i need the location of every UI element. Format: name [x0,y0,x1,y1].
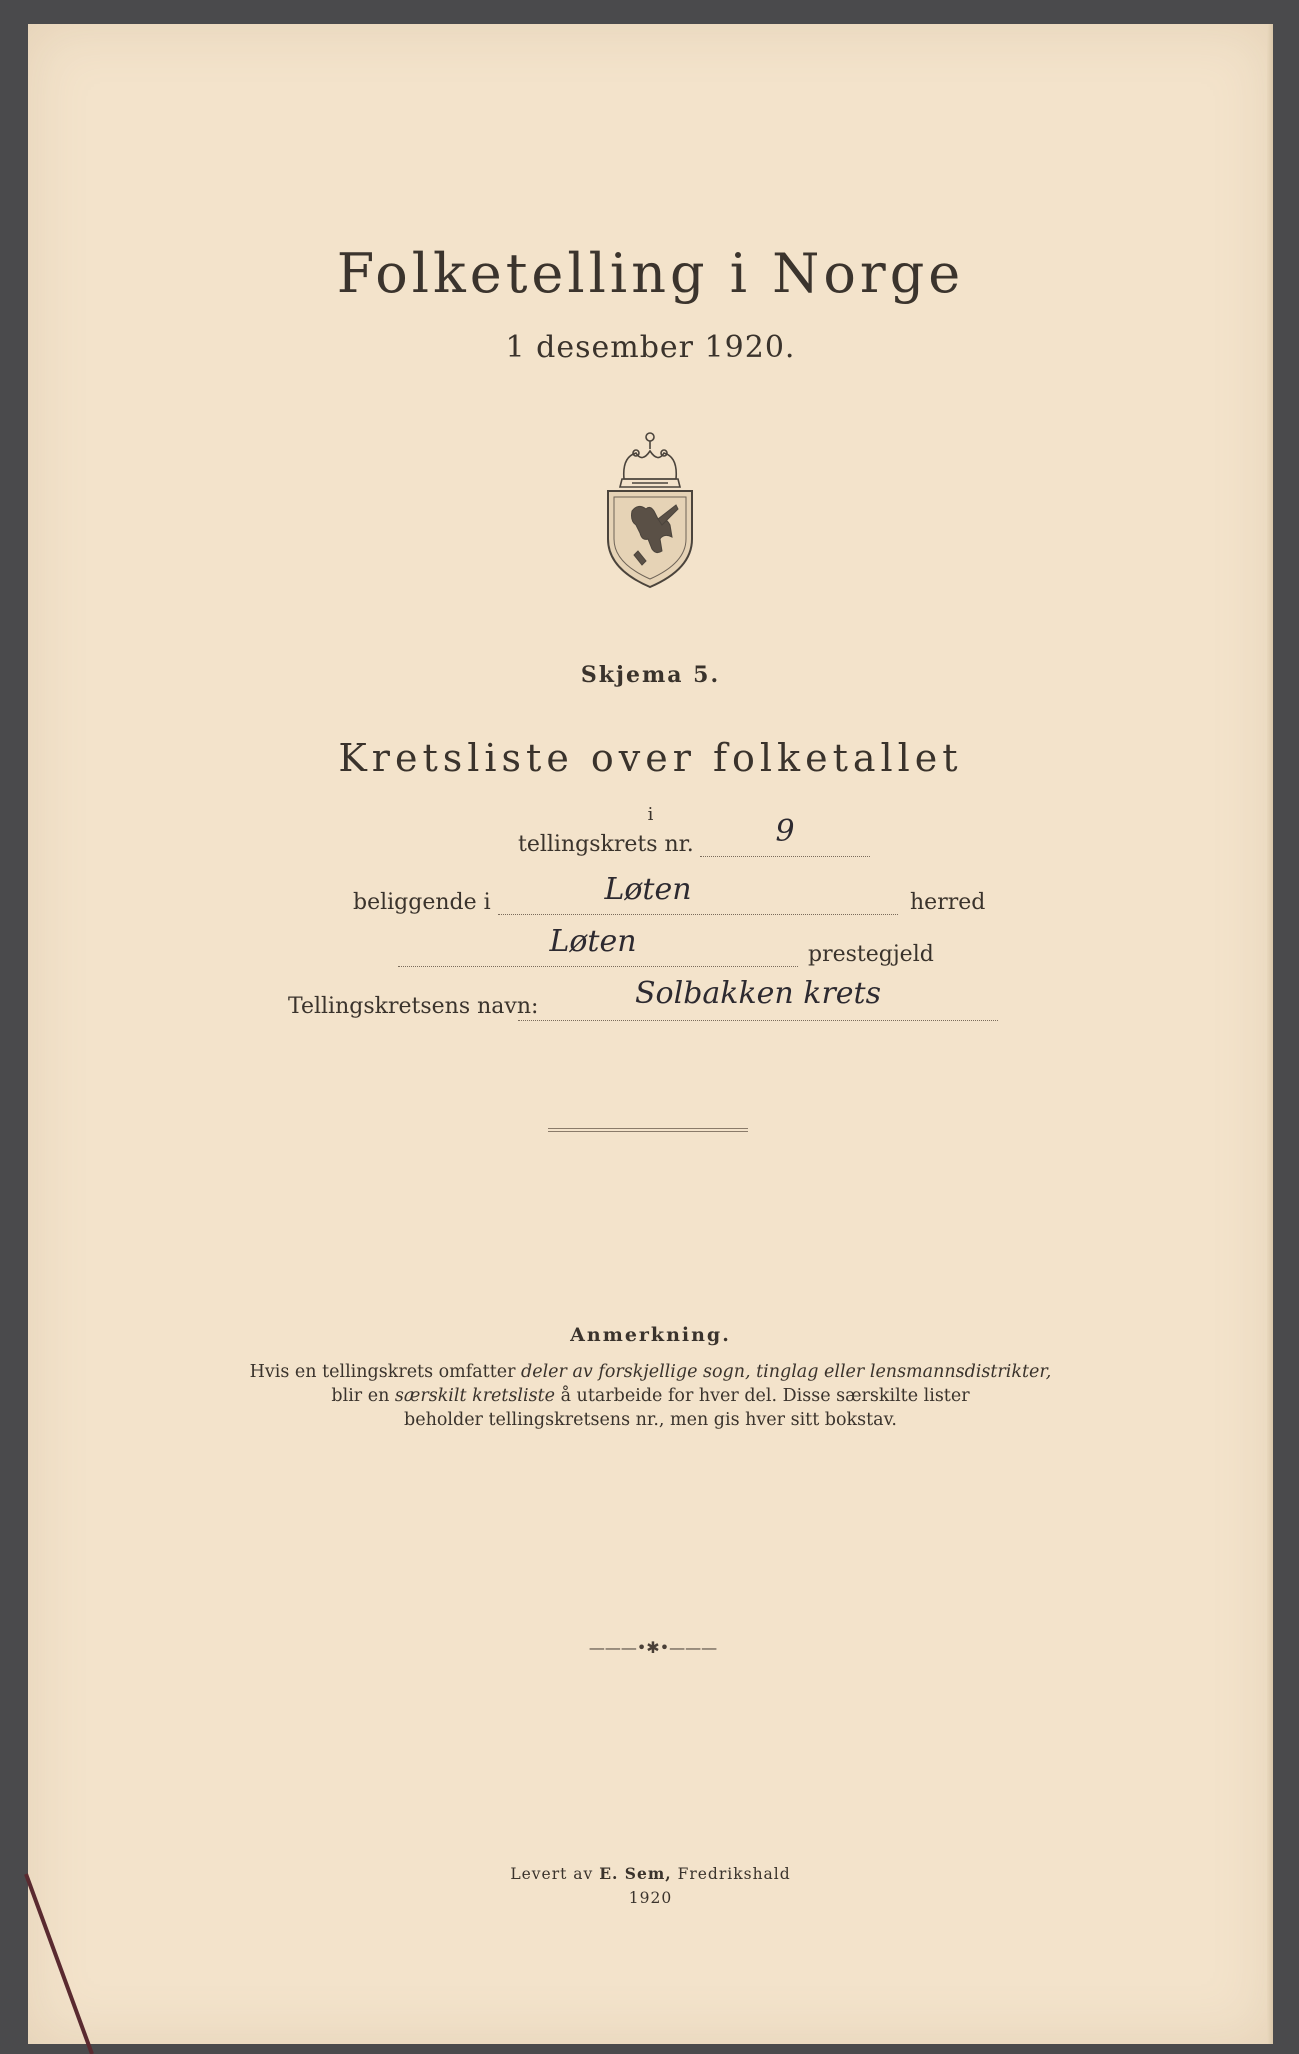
parish-value: Løten [549,924,637,959]
district-name-value: Solbakken krets [635,976,881,1011]
document-date: 1 desember 1920. [505,330,796,365]
note-line-2 [28,1384,1273,1408]
form-number: Skjema 5. [580,662,721,688]
district-name-line [518,1020,998,1021]
printer-prefix: Levert av [510,1865,600,1883]
parish-line [398,966,798,967]
located-in-value: Løten [604,872,692,907]
herred-label: herred [910,890,986,915]
note-title: Anmerkning. [570,1324,731,1346]
note-line-1-text: Hvis en tellingskrets omfatter [249,1362,522,1382]
norwegian-coat-of-arms-icon [602,429,698,589]
page-edge [1267,24,1273,2044]
ornament-divider: ———•✱•——— [588,1638,718,1657]
torn-corner-mark [22,1864,112,2054]
printer-imprint [28,1862,1273,1910]
connector-word: i [647,804,654,825]
district-number-label: tellingskrets nr. [518,832,694,857]
document-title: Folketelling i Norge [336,242,965,305]
district-number-line [700,856,870,857]
district-number-value: 9 [775,814,795,849]
note-line-2-text-a: blir en [331,1386,395,1406]
located-in-line [498,914,898,915]
printer-year: 1920 [628,1889,673,1907]
census-form-page [28,24,1273,2044]
note-line-1-emphasis: deler av forskjellige sogn, tinglag eller lensmannsdistrikter, [521,1362,1052,1382]
form-heading: Kretsliste over folketallet [338,736,963,780]
note-line-2-emphasis: særskilt kretsliste [394,1386,555,1406]
printer-city: Fredrikshald [671,1865,791,1883]
divider-rule [548,1128,748,1132]
printer-line [28,1862,1273,1886]
parish-label: prestegjeld [808,942,934,967]
located-in-label: beliggende i [353,890,491,915]
note-line-2-text-b: å utarbeide for hver del. Disse særskilte lister [555,1386,970,1406]
printer-name: E. Sem, [599,1864,672,1883]
note-line-1 [28,1360,1273,1384]
district-name-label: Tellingskretsens navn: [288,994,539,1019]
note-line-3: beholder tellingskretsens nr., men gis hver sitt bokstav. [404,1410,897,1430]
